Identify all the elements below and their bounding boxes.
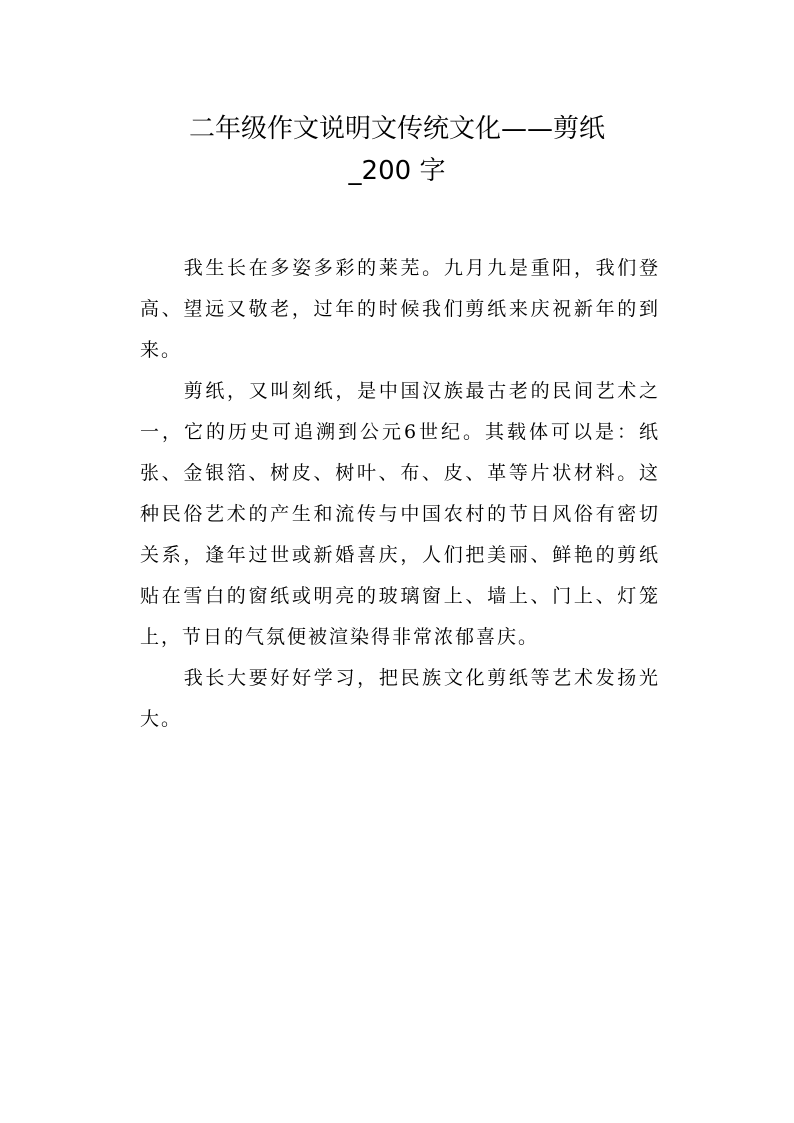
title-line-1: 二年级作文说明文传统文化——剪纸 [188,114,605,144]
document-title [100,108,694,192]
title-line-2: _200 字 [348,156,446,186]
paragraph-3: 我长大要好好学习，把民族文化剪纸等艺术发扬光大。 [140,667,660,730]
document-body [140,248,660,740]
paragraph-1: 我生长在多姿多彩的莱芜。九月九是重阳，我们登高、望远又敬老，过年的时候我们剪纸来庆祝新年的到来。 [140,257,660,361]
paragraph-2: 剪纸，又叫刻纸，是中国汉族最古老的民间艺术之一，它的历史可追溯到公元6世纪。其载体可以是：纸张、金银箔、树皮、树叶、布、皮、革等片状材料。这种民俗艺术的产生和流传与中国农村的节日风俗有密切关系，逢年过世或新婚喜庆，人们把美丽、鲜艳的剪纸贴在雪白的窗纸或明亮的玻璃窗上、墙上、门上、灯笼上，节日的气氛便被渲染得非常浓郁喜庆。 [140,380,660,648]
